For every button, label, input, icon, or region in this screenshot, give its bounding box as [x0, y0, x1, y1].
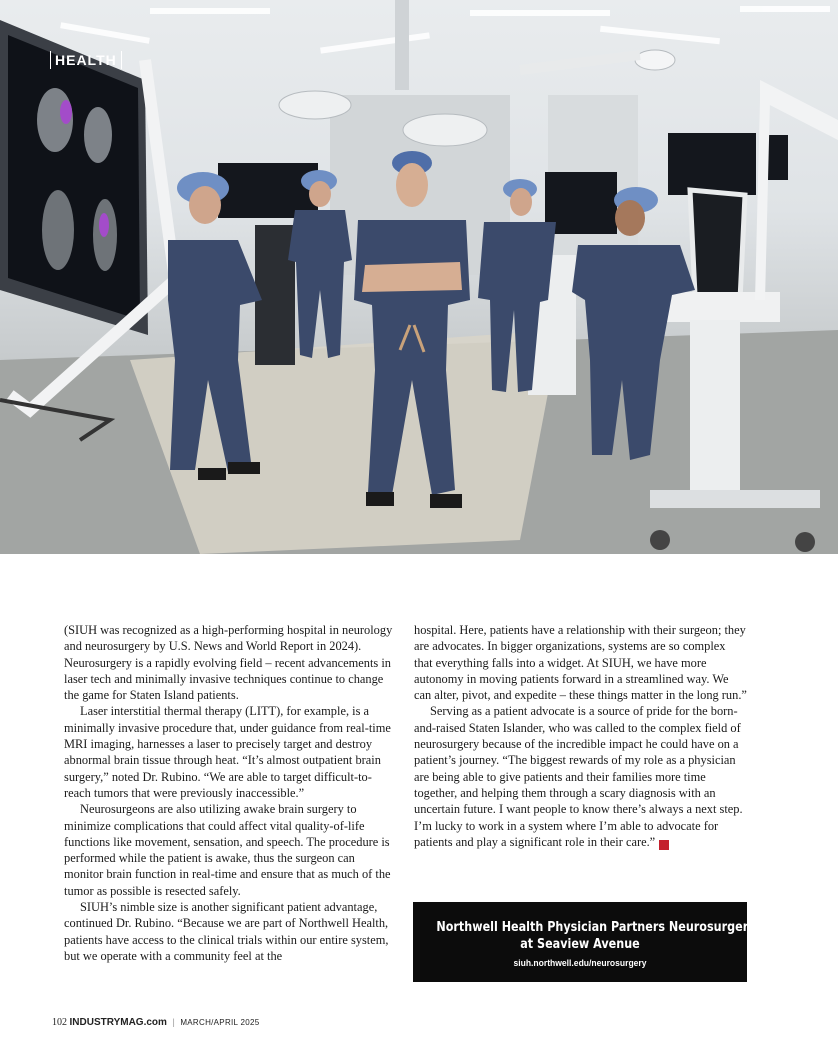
paragraph: hospital. Here, patients have a relationship with their surgeon; they are advocates. In bigger organizations, systems are so complex that everything falls into a widget. At SIUH, we have more autonomy in moving patients forward in a streamlined way. We can alter, pivot, and expedite – these things matter in the long run.” — [414, 623, 747, 703]
issue-date: MARCH/APRIL 2025 — [180, 1018, 260, 1027]
magazine-brand: INDUSTRYMAG.com — [69, 1017, 167, 1028]
paragraph-text: Serving as a patient advocate is a source of pride for the born-and-raised Staten Islander, who was called to the complex field of neurosurgery because of the incredible impact he could have on a patient’s journey. “The biggest rewards of my role as a physician are being able to give patients and their families more time together, and helping them through a scary diagnosis with an uncertain future. I want people to know there’s always a next step. I’m lucky to work in a system where I’m able to advocate for patients and play a significant role in their care.” — [414, 704, 743, 849]
stryker-tower — [255, 225, 295, 365]
end-of-article-mark: I — [659, 840, 669, 850]
practice-name-line-1: Northwell Health Physician Partners Neurosurgery — [436, 920, 756, 935]
article-column-left — [64, 622, 397, 964]
footer-separator: | — [172, 1017, 175, 1027]
ceiling-lights — [60, 6, 830, 54]
practice-url-link[interactable]: siuh.northwell.edu/neurosurgery — [513, 958, 647, 969]
section-tag: HEALTH — [50, 51, 122, 69]
paragraph: SIUH’s nimble size is another significant patient advantage, continued Dr. Rubino. “Because we are part of Northwell Health, patients have access to the clinical trials within our entire system, but we operate with a community feel at the — [64, 900, 389, 963]
page-footer — [52, 1017, 260, 1028]
paragraph-last — [414, 703, 747, 850]
paragraph: Laser interstitial thermal therapy (LITT), for example, is a minimally invasive procedure that, under guidance from real-time MRI imaging, harnesses a laser to precisely target and destroy abnormal brain tissue through heat. “It’s almost outpatient brain surgery,” noted Dr. Rubino. “We are able to target difficult-to-reach tumors that were previously inaccessible.” — [64, 704, 391, 800]
back-monitor-3 — [668, 133, 756, 195]
practice-info-box — [413, 902, 756, 982]
practice-name-line-2: at Seaview Avenue — [520, 937, 640, 952]
back-monitor-1 — [218, 163, 318, 218]
paragraph: (SIUH was recognized as a high-performing hospital in neurology and neurosurgery by U.S. News and World Report in 2024). Neurosurgery is a rapidly evolving field – recent advancements in laser tech and minimally invasive techniques continue to change the game for Staten Island patients. — [64, 623, 393, 703]
article-column-right — [414, 622, 747, 850]
paragraph: Neurosurgeons are also utilizing awake brain surgery to minimize complications that could affect vital quality-of-life functions like movement, sensation, and speech. The procedure is performed while the patient is awake, thus the surgeon can monitor brain function in real-time and ensure that as much of the tumor as possible is resected safely. — [64, 802, 391, 898]
page-number: 102 — [52, 1017, 67, 1028]
back-monitor-2 — [545, 172, 617, 234]
